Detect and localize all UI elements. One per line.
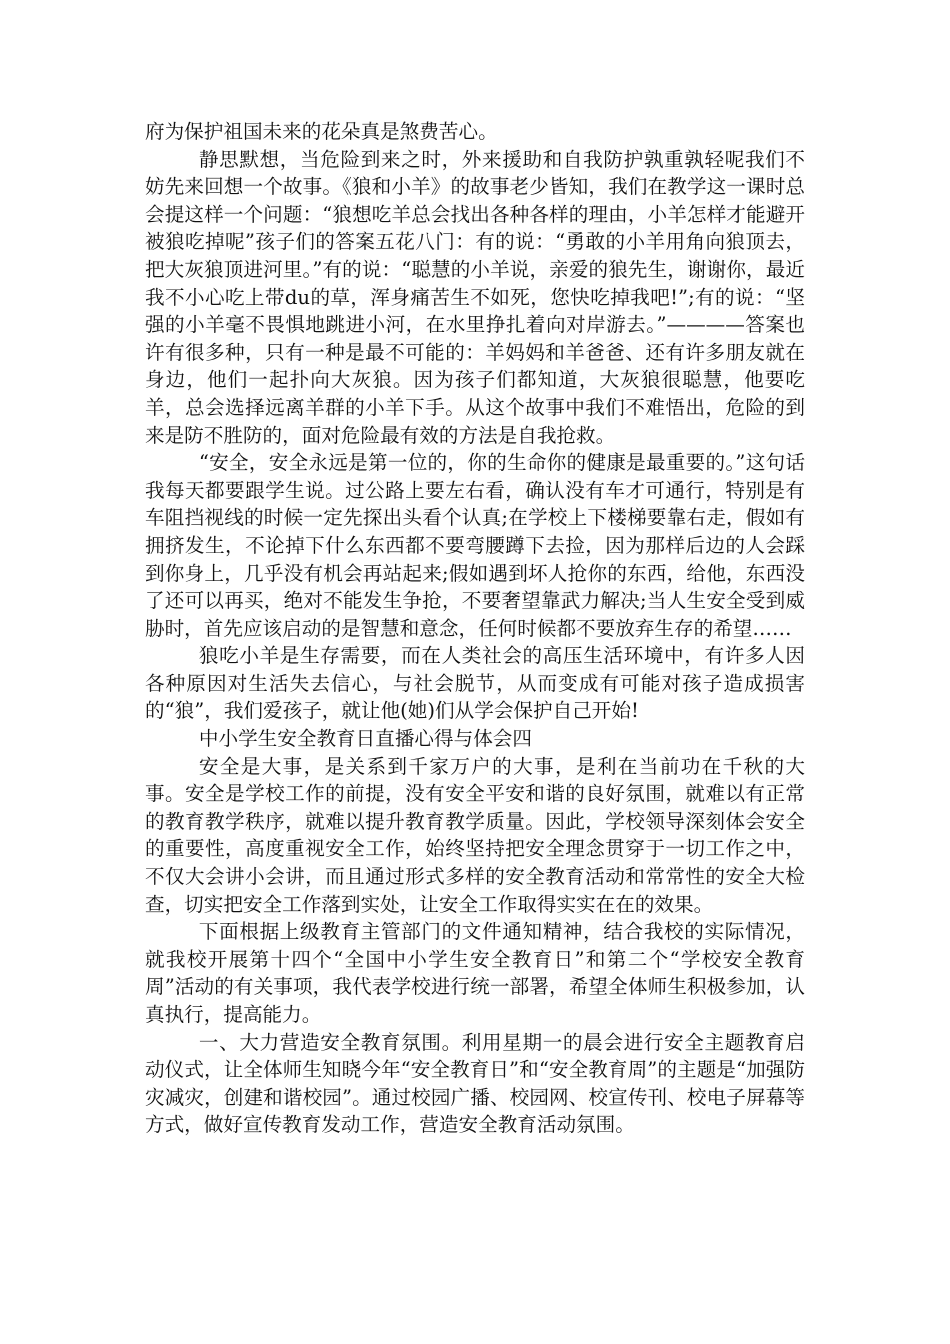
paragraph-wolf-conclusion: 狼吃小羊是生存需要，而在人类社会的高压生活环境中，有许多人因各种原因对生活失去信心，与社会脱节，从而变成有可能对孩子造成损害的“狼”，我们爱孩子，就让他(她)们从学会保护自己开始! (145, 644, 805, 723)
section-heading: 中小学生安全教育日直播心得与体会四 (198, 727, 532, 751)
document-page (145, 118, 805, 1139)
paragraph-safety-importance: 安全是大事，是关系到千家万户的大事，是利在当前功在千秋的大事。安全是学校工作的前提，没有安全平安和谐的良好氛围，就难以有正常的教育教学秩序，就难以提升教育教学质量。因此，学校领导深刻体会安全的重要性，高度重视安全工作，始终坚持把安全理念贯穿于一切工作之中，不仅大会讲小会讲，而且通过形式多样的安全教育活动和常常性的安全大检查，切实把安全工作落到实处，让安全工作取得实实在在的效果。 (145, 754, 805, 916)
paragraph-item-one: 一、大力营造安全教育氛围。利用星期一的晨会进行安全主题教育启动仪式，让全体师生知晓今年“安全教育日”和“安全教育周”的主题是“加强防灾减灾，创建和谐校园”。通过校园广播、校园网、校宣传刊、校电子屏幕等方式，做好宣传教育发动工作，营造安全教育活动氛围。 (145, 1030, 805, 1137)
paragraph-safety-first: “安全，安全永远是第一位的，你的生命你的健康是最重要的。”这句话我每天都要跟学生说。过公路上要左右看，确认没有车才可通行，特别是有车阻挡视线的时候一定先探出头看个认真;在学校上下楼梯要靠右走，假如有拥挤发生，不论掉下什么东西都不要弯腰蹲下去捡，因为那样后边的人会踩到你身上，几乎没有机会再站起来;假如遇到坏人抢你的东西，给他，东西没了还可以再买，绝对不能发生争抢，不要奢望靠武力解决;当人生安全受到威胁时，首先应该启动的是智慧和意念，任何时候都不要放弃生存的希望…… (145, 451, 805, 640)
paragraph-deployment: 下面根据上级教育主管部门的文件通知精神，结合我校的实际情况，就我校开展第十四个“全国中小学生安全教育日”和第二个“学校安全教育周”活动的有关事项，我代表学校进行统一部署，希望全体师生积极参加，认真执行，提高能力。 (145, 920, 805, 1026)
paragraph-wolf-and-lamb-story: 静思默想，当危险到来之时，外来援助和自我防护孰重孰轻呢我们不妨先来回想一个故事。《狼和小羊》的故事老少皆知，我们在教学这一课时总会提这样一个问题：“狼想吃羊总会找出各种各样的理由，小羊怎样才能避开被狼吃掉呢”孩子们的答案五花八门：有的说：“勇敢的小羊用角向狼顶去，把大灰狼顶进河里。”有的说：“聪慧的小羊说，亲爱的狼先生，谢谢你，最近我不小心吃上带du的草，浑身痛苦生不如死，您快吃掉我吧!”;有的说：“坚强的小羊毫不畏惧地跳进小河，在水里挣扎着向对岸游去。”————答案也许有很多种，只有一种是最不可能的：羊妈妈和羊爸爸、还有许多朋友就在身边，他们一起扑向大灰狼。因为孩子们都知道，大灰狼很聪慧，他要吃羊，总会选择远离羊群的小羊下手。从这个故事中我们不难悟出，危险的到来是防不胜防的，面对危险最有效的方法是自我抢救。 (145, 147, 805, 447)
paragraph-continuation: 府为保护祖国未来的花朵真是煞费苦心。 (145, 120, 498, 143)
